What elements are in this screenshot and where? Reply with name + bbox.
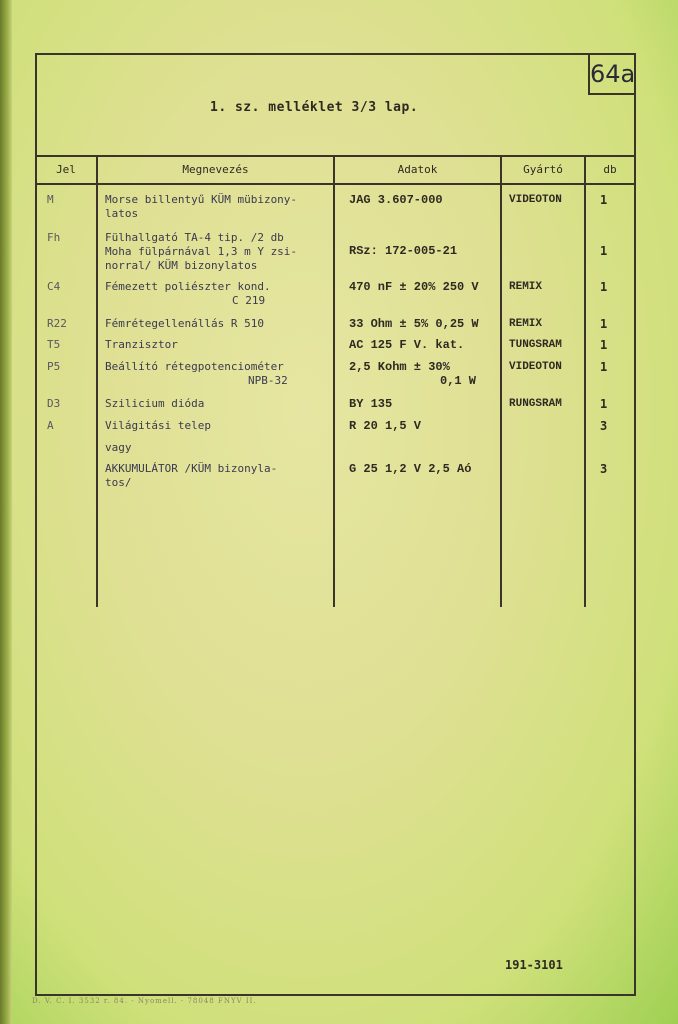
table-cell-adatok: R 20 1,5 V bbox=[349, 419, 422, 433]
table-cell-gyarto: REMIX bbox=[509, 281, 543, 293]
table-cell-jel: R22 bbox=[47, 317, 67, 330]
table-cell-adatok: G 25 1,2 V 2,5 Aó bbox=[349, 462, 472, 476]
table-cell-adatok: 470 nF ± 20% 250 V bbox=[349, 280, 479, 294]
table-cell-name: AKKUMULÁTOR /KÜM bizonyla- bbox=[105, 462, 278, 475]
table-cell-name: Szilicium dióda bbox=[105, 397, 205, 410]
table-cell-gyarto: VIDEOTON bbox=[509, 194, 562, 206]
column-divider bbox=[584, 155, 586, 607]
table-cell-db: 1 bbox=[600, 244, 608, 258]
table-cell-name: Moha fülpárnával 1,3 m Y zsi- bbox=[105, 245, 298, 258]
table-cell-name: Világitási telep bbox=[105, 419, 211, 432]
table-cell-jel: P5 bbox=[47, 360, 61, 373]
printer-imprint: D. V. C. I. 3532 r. 84. - Nyomell. - 78048 FNYV II. bbox=[32, 997, 257, 1005]
table-cell-jel: T5 bbox=[47, 338, 61, 351]
column-divider bbox=[500, 155, 502, 607]
table-cell-name: Fémrétegellenállás R 510 bbox=[105, 317, 264, 330]
header-adatok: Adatok bbox=[397, 163, 438, 176]
column-divider bbox=[333, 155, 335, 607]
table-header-line bbox=[36, 183, 636, 185]
table-cell-jel: M bbox=[47, 193, 54, 206]
table-cell-jel: D3 bbox=[47, 397, 61, 410]
table-cell-name: Morse billentyű KÜM mübizony- bbox=[105, 193, 298, 206]
table-cell-name: C 219 bbox=[232, 294, 266, 307]
table-cell-name: Tranzisztor bbox=[105, 338, 178, 351]
table-cell-adatok: JAG 3.607-000 bbox=[349, 193, 443, 207]
table-cell-adatok: RSz: 172-005-21 bbox=[349, 244, 458, 258]
table-cell-adatok: 33 Ohm ± 5% 0,25 W bbox=[349, 317, 479, 331]
annex-title: 1. sz. melléklet 3/3 lap. bbox=[210, 100, 419, 115]
table-cell-db: 3 bbox=[600, 419, 608, 433]
table-cell-adatok: 2,5 Kohm ± 30% bbox=[349, 360, 450, 374]
header-jel: Jel bbox=[56, 163, 76, 176]
table-top-line bbox=[36, 155, 636, 157]
column-divider bbox=[96, 155, 98, 607]
table-cell-name: norral/ KÜM bizonylatos bbox=[105, 259, 258, 272]
table-cell-db: 1 bbox=[600, 317, 608, 331]
table-cell-name: vagy bbox=[105, 441, 132, 454]
table-cell-db: 1 bbox=[600, 193, 608, 207]
table-cell-gyarto: RUNGSRAM bbox=[509, 398, 562, 410]
page-number: 64a bbox=[588, 55, 635, 95]
table-cell-db: 1 bbox=[600, 280, 608, 294]
table-cell-jel: Fh bbox=[47, 231, 61, 244]
table-cell-gyarto: REMIX bbox=[509, 318, 543, 330]
table-cell-db: 1 bbox=[600, 360, 608, 374]
table-cell-adatok: BY 135 bbox=[349, 397, 393, 411]
table-cell-gyarto: VIDEOTON bbox=[509, 361, 562, 373]
document-code: 191-3101 bbox=[505, 958, 563, 972]
table-cell-db: 3 bbox=[600, 462, 608, 476]
table-cell-name: Fülhallgató TA-4 tip. /2 db bbox=[105, 231, 284, 244]
table-cell-name: tos/ bbox=[105, 476, 132, 489]
table-cell-gyarto: TUNGSRAM bbox=[509, 339, 562, 351]
header-db: db bbox=[603, 163, 617, 176]
header-megnevezes: Megnevezés bbox=[182, 163, 249, 176]
binding-edge bbox=[0, 0, 12, 1024]
table-cell-name: latos bbox=[105, 207, 139, 220]
table-cell-adatok: AC 125 F V. kat. bbox=[349, 338, 465, 352]
table-cell-jel: C4 bbox=[47, 280, 61, 293]
table-cell-jel: A bbox=[47, 419, 54, 432]
table-cell-db: 1 bbox=[600, 338, 608, 352]
table-cell-db: 1 bbox=[600, 397, 608, 411]
table-cell-adatok: 0,1 W bbox=[440, 374, 477, 388]
header-gyarto: Gyártó bbox=[523, 163, 563, 176]
table-cell-name: NPB-32 bbox=[248, 374, 288, 387]
table-cell-name: Beállító rétegpotenciométer bbox=[105, 360, 284, 373]
table-cell-name: Fémezett poliészter kond. bbox=[105, 280, 271, 293]
